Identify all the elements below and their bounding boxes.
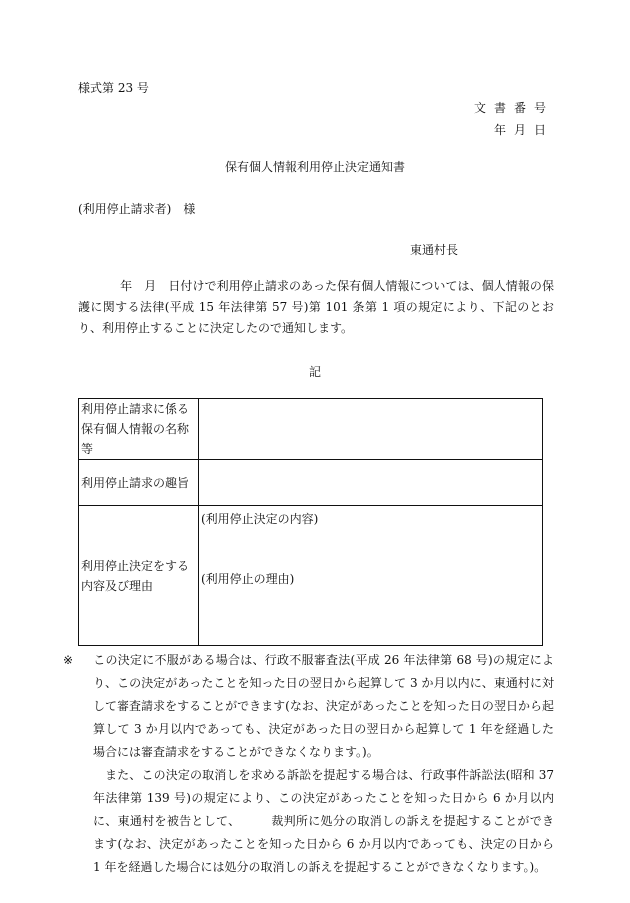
row3-label: 利用停止決定をする内容及び理由 [79, 506, 199, 646]
row2-label: 利用停止請求の趣旨 [79, 460, 199, 506]
document-title: 保有個人情報利用停止決定通知書 [224, 160, 405, 174]
sender: 東通村長 [410, 243, 459, 257]
row1-value [199, 399, 543, 460]
note-text-1: この決定に不服がある場合は、行政不服審査法(平成 26 年法律第 68 号)の規定により、この決定があったことを知った日の翌日から起算して 3 か月以内に、東通村に対して審査請求をすることができます(なお、決定があったことを知った日の翌日から起算して 3 か月以内であっても、決定があった日の翌日から起算して 1 年を経過した場合には審査請求をすることができなくなります。)。 [93, 653, 554, 759]
note-paragraph-2: また、この決定の取消しを求める訴訟を提起する場合は、行政事件訴訟法(昭和 37 年法律第 139 号)の規定により、この決定があったことを知った日から 6 か月以内に、東通村を被告として、 裁判所に処分の取消しの訴えを提起することができます(なお、決定があったことを知った日から 6 か月以内であっても、決定の日から 1 年を経過した場合には処分の取消しの訴えを提起することができなくなります。)。 [93, 768, 554, 874]
table-row [79, 399, 543, 460]
note-mark: ※ [63, 653, 74, 667]
form-number: 様式第 23 号 [78, 81, 149, 95]
row2-value [199, 460, 543, 506]
table-row [79, 460, 543, 506]
appeal-note [63, 649, 554, 879]
body-text: 年 月 日付けで利用停止請求のあった保有個人情報については、個人情報の保護に関する法律(平成 15 年法律第 57 号)第 101 条第 1 項の規定により、下記のとおり、利用停止することに決定したので通知します。 [78, 279, 554, 335]
ki-heading: 記 [308, 365, 321, 379]
table-row [79, 506, 543, 646]
body-paragraph [78, 276, 554, 339]
decision-content-label: (利用停止決定の内容) [201, 512, 319, 526]
addressee: (利用停止請求者) 様 [78, 202, 196, 216]
document-number: 文書番号 [474, 101, 555, 115]
document-date: 年月日 [494, 123, 555, 137]
decision-reason-label: (利用停止の理由) [201, 572, 295, 586]
note-paragraph-1 [63, 649, 554, 764]
row3-value [199, 506, 543, 646]
row1-label: 利用停止請求に係る保有個人情報の名称等 [79, 399, 199, 460]
decision-table [78, 398, 543, 646]
